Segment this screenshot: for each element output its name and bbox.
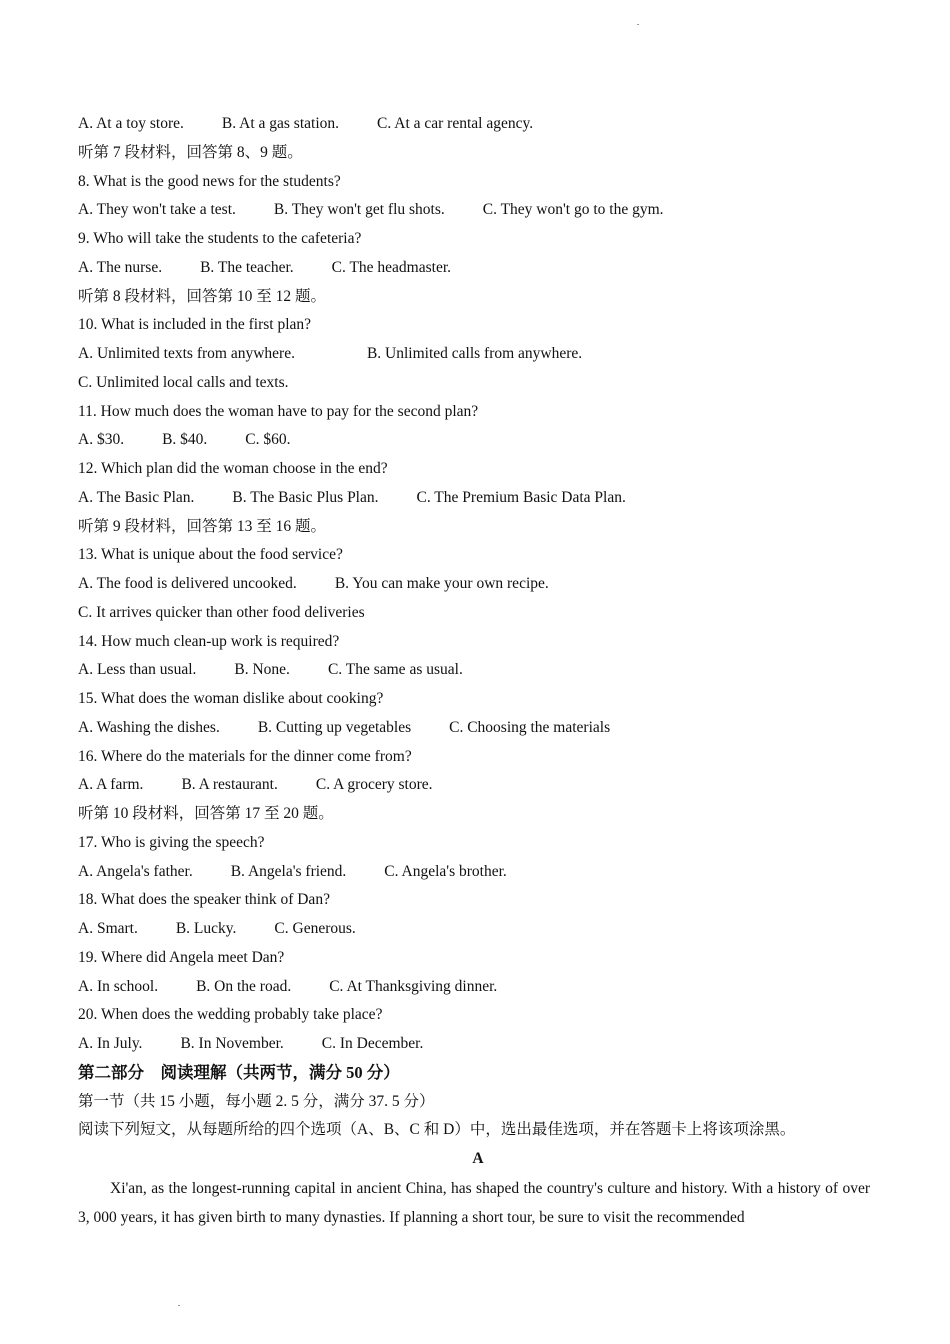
option-a: A. $30. <box>78 431 125 449</box>
question-16: 16. Where do the materials for the dinner come from? <box>78 747 412 765</box>
question-19: 19. Where did Angela meet Dan? <box>78 948 285 966</box>
section-instruction: 听第 8 段材料，回答第 10 至 12 题。 <box>78 287 327 305</box>
option-b: B. At a gas station. <box>221 115 340 132</box>
options-line <box>78 771 878 800</box>
options-line <box>78 426 878 455</box>
options-line <box>78 570 878 599</box>
option-c: C. A grocery store. <box>315 776 433 794</box>
options-line <box>78 484 878 513</box>
option-b: B. In November. <box>180 1035 284 1052</box>
reading-instruction: 阅读下列短文，从每题所给的四个选项（A、B、C 和 D）中，选出最佳选项，并在答题卡上将该项涂黑。 <box>78 1121 796 1139</box>
option-c: C. At Thanksgiving dinner. <box>329 977 498 995</box>
option-c: C. In December. <box>321 1035 424 1052</box>
option-a: A. Washing the dishes. <box>78 718 220 736</box>
option-c: C. Generous. <box>274 920 356 937</box>
option-b: B. Angela's friend. <box>230 862 347 880</box>
question-9: 9. Who will take the students to the cafeteria? <box>78 230 362 247</box>
option-b: B. None. <box>234 661 290 679</box>
question-10: 10. What is included in the first plan? <box>78 316 312 334</box>
options-line <box>78 656 878 685</box>
options-line <box>78 340 878 369</box>
option-b: B. $40. <box>162 431 208 449</box>
passage-label: A <box>472 1150 484 1167</box>
option-a: A. Less than usual. <box>78 661 197 679</box>
option-a: A. Unlimited texts from anywhere. <box>78 345 295 362</box>
option-b: B. Lucky. <box>175 920 237 937</box>
options-line <box>78 1030 878 1059</box>
option-c: C. Unlimited local calls and texts. <box>78 373 289 391</box>
option-b: B. On the road. <box>196 977 292 995</box>
options-line <box>78 196 878 225</box>
options-line <box>78 110 878 139</box>
question-11: 11. How much does the woman have to pay for the second plan? <box>78 402 479 420</box>
scan-speck <box>637 24 639 25</box>
option-b: B. A restaurant. <box>181 776 278 794</box>
option-b: B. Cutting up vegetables <box>257 718 412 736</box>
option-a: A. The food is delivered uncooked. <box>78 575 297 592</box>
option-a: A. A farm. <box>78 776 144 794</box>
option-a: A. The nurse. <box>78 258 163 276</box>
section-instruction: 听第 9 段材料，回答第 13 至 16 题。 <box>78 517 327 535</box>
option-c: C. The Premium Basic Data Plan. <box>416 488 626 506</box>
option-a: A. Smart. <box>78 920 138 937</box>
option-c: C. The headmaster. <box>331 258 452 276</box>
options-line <box>78 254 878 283</box>
option-c: C. They won't go to the gym. <box>482 201 664 219</box>
question-12: 12. Which plan did the woman choose in the end? <box>78 460 388 477</box>
question-15: 15. What does the woman dislike about cooking? <box>78 690 384 707</box>
option-c: C. The same as usual. <box>327 661 463 679</box>
passage-paragraph: Xi'an, as the longest-running capital in ancient China, has shaped the country's culture and history. With a history of over 3, 000 years, it has given birth to many dynasties. If planning a short tour, be sure to visit the recommended <box>78 1179 870 1227</box>
option-c: C. At a car rental agency. <box>377 115 534 132</box>
question-18: 18. What does the speaker think of Dan? <box>78 891 330 909</box>
option-a: A. Angela's father. <box>78 862 193 880</box>
option-b: B. Unlimited calls from anywhere. <box>366 345 583 362</box>
exam-content <box>78 110 878 1248</box>
options-line <box>78 714 878 743</box>
question-14: 14. How much clean-up work is required? <box>78 632 340 650</box>
section-heading: 第一节（共 15 小题，每小题 2. 5 分，满分 37. 5 分） <box>78 1092 435 1110</box>
question-13: 13. What is unique about the food service? <box>78 546 343 564</box>
option-b: B. The Basic Plus Plan. <box>232 488 379 506</box>
option-b: B. The teacher. <box>200 258 294 276</box>
option-a: A. In July. <box>78 1035 143 1052</box>
option-a: A. At a toy store. <box>78 115 184 132</box>
options-line <box>78 858 878 887</box>
option-c: C. Choosing the materials <box>449 718 611 736</box>
options-line <box>78 915 878 944</box>
option-c: C. It arrives quicker than other food deliveries <box>78 603 365 621</box>
option-a: A. They won't take a test. <box>78 201 236 219</box>
question-20: 20. When does the wedding probably take place? <box>78 1006 383 1024</box>
options-line <box>78 973 878 1002</box>
scan-speck <box>178 1305 180 1306</box>
section-instruction: 听第 7 段材料，回答第 8、9 题。 <box>78 143 303 161</box>
question-8: 8. What is the good news for the students? <box>78 172 341 190</box>
part-heading: 第二部分 阅读理解（共两节，满分 50 分） <box>78 1062 400 1082</box>
option-b: B. They won't get flu shots. <box>273 201 445 219</box>
question-17: 17. Who is giving the speech? <box>78 833 265 851</box>
option-c: C. $60. <box>245 431 291 449</box>
section-instruction: 听第 10 段材料，回答第 17 至 20 题。 <box>78 805 334 822</box>
option-c: C. Angela's brother. <box>384 862 507 880</box>
option-a: A. The Basic Plan. <box>78 488 195 506</box>
option-b: B. You can make your own recipe. <box>334 575 549 592</box>
option-a: A. In school. <box>78 977 159 995</box>
